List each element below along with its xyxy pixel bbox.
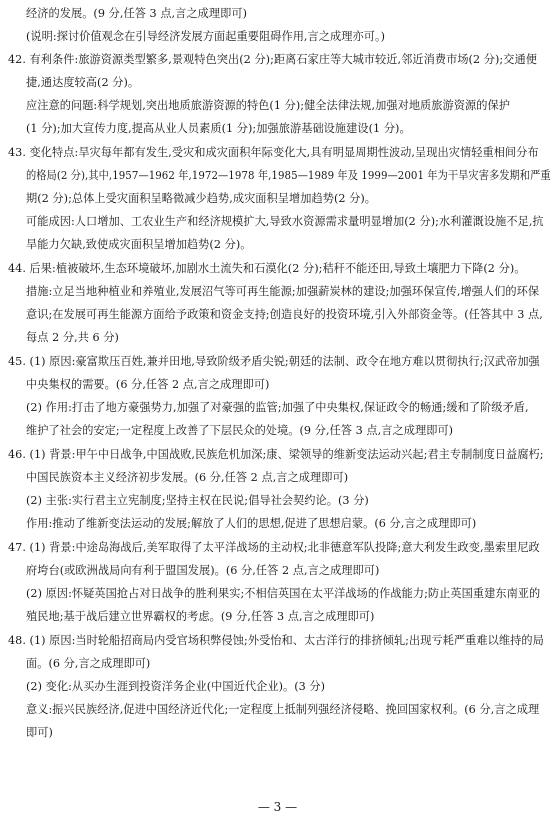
text-line: 捷,通达度较高(2 分)。 — [26, 76, 140, 89]
text-line: 府垮台(或欧洲战局向有利于盟国发展)。(6 分,任答 2 点,言之成理即可) — [26, 564, 380, 577]
text-line: 面。(6 分,言之成理即可) — [26, 657, 151, 670]
text-line: 期(2 分);总体上受灾面积呈略微减少趋势,成灾面积呈增加趋势(2 分)。 — [26, 192, 377, 205]
text-line: 殖民地;基于战后建立世界霸权的考虑。(9 分,任答 3 点,言之成理即可) — [26, 610, 375, 623]
text-line: 中央集权的需要。(6 分,任答 2 点,言之成理即可) — [26, 378, 270, 391]
text-line: 作用:推动了维新变法运动的发展;解放了人们的思想,促进了思想启蒙。(6 分,言之成理即可) — [26, 517, 477, 530]
text-line: 维护了社会的安定;一定程度上改善了下层民众的处境。(9 分,任答 3 点,言之成理即可) — [26, 424, 454, 437]
question-47-line: 47. (1) 背景:中途岛海战后,美军取得了太平洋战场的主动权;北非德意军队投降;意大利发生政变,墨索里尼政 — [8, 541, 540, 554]
text-line: 应注意的问题:科学规划,突出地质旅游资源的特色(1 分);健全法律法规,加强对地质旅游资源的保护 — [26, 99, 510, 112]
text-line: (说明:探讨价值观念在引导经济发展方面起重要阻碍作用,言之成理亦可。) — [26, 30, 386, 43]
question-44-line: 44. 后果:植被破坏,生态环境破坏,加剧水土流失和石漠化(2 分);秸秆不能还田,导致土壤肥力下降(2 分)。 — [8, 262, 526, 275]
text-line: (2) 原因:怀疑英国抢占对日战争的胜利果实;不相信英国在太平洋战场的作战能力;防止英国重建东南亚的 — [26, 587, 541, 600]
text-line: 的格局(2 分),其中,1957—1962 年,1972—1978 年,1985—1989 年及 1999—2001 年为干旱灾害多发期和严重 — [26, 169, 551, 182]
text-line: 可能成因:人口增加、工农业生产和经济规模扩大,导致水资源需求量明显增加(2 分);水利灌溉设施不足,抗 — [26, 215, 544, 228]
question-46-line: 46. (1) 背景:甲午中日战争,中国战败,民族危机加深;康、梁领导的维新变法运动兴起;君主专制制度日益腐朽; — [8, 448, 544, 461]
text-line: 每点 2 分,共 6 分) — [26, 331, 119, 344]
question-45-line: 45. (1) 原因:豪富欺压百姓,兼并田地,导致阶级矛盾尖锐;朝廷的法制、政令在地方难以贯彻执行;汉武帝加强 — [8, 355, 540, 368]
page-number: — 3 — — [257, 800, 298, 814]
text-line: 意识;在发展可再生能源方面给予政策和资金支持;创造良好的投资环境,引入外部资金等。(任答其中 3 点, — [26, 308, 543, 321]
question-48-line: 48. (1) 原因:当时轮船招商局内受官场积弊侵蚀;外受怡和、太古洋行的排挤倾轧;出现亏耗严重难以维持的局 — [8, 634, 544, 647]
text-line: (2) 主张:实行君主立宪制度;坚持主权在民说;倡导社会契约论。(3 分) — [26, 494, 369, 507]
text-line: 经济的发展。(9 分,任答 3 点,言之成理即可) — [26, 7, 247, 20]
question-42-line: 42. 有利条件:旅游资源类型繁多,景观特色突出(2 分);距离石家庄等大城市较近,邻近消费市场(2 分);交通便 — [8, 53, 537, 66]
text-line: 中国民族资本主义经济初步发展。(6 分,任答 2 点,言之成理即可) — [26, 471, 349, 484]
text-line: (2) 作用:打击了地方豪强势力,加强了对豪强的监管;加强了中央集权,保证政令的畅通;缓和了阶级矛盾, — [26, 401, 529, 414]
text-line: 旱能力欠缺,致使成灾面积呈增加趋势(2 分)。 — [26, 238, 252, 251]
text-line: (1 分);加大宣传力度,提高从业人员素质(1 分);加强旅游基础设施建设(1 分)。 — [26, 122, 411, 135]
text-line: 即可) — [26, 726, 53, 739]
text-line: 意义:振兴民族经济,促进中国经济近代化;一定程度上抵制列强经济侵略、挽回国家权利。(6 分,言之成理 — [26, 703, 540, 716]
text-line: 措施:立足当地种植业和养殖业,发展沼气等可再生能源;加强薪炭林的建设;加强环保宣传,增强人们的环保 — [26, 285, 540, 298]
text-line: (2) 变化:从买办生涯到投资洋务企业(中国近代企业)。(3 分) — [26, 680, 326, 693]
question-43-line: 43. 变化特点:旱灾每年都有发生,受灾和成灾面积年际变化大,具有明显周期性波动,呈现出灾情轻重相间分布 — [8, 146, 539, 159]
